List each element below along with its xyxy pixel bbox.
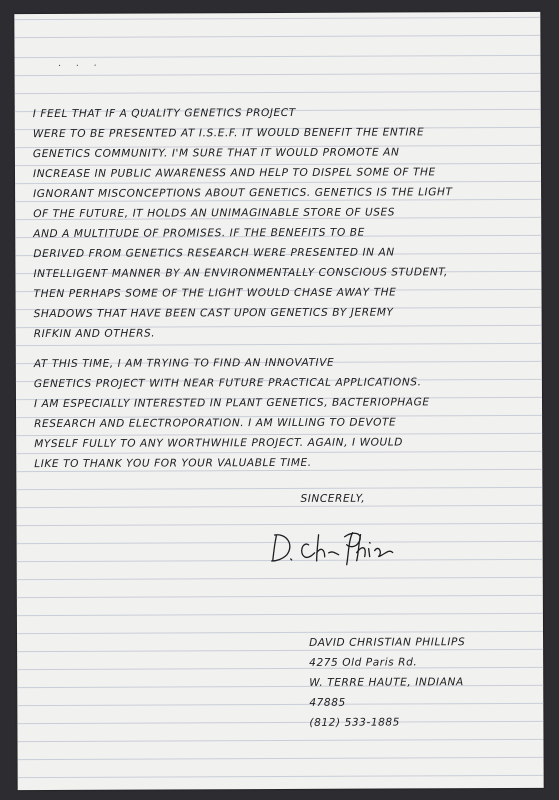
text-line: INTELLIGENT MANNER BY AN ENVIRONMENTALLY CONSCIOUS STUDENT,: [33, 266, 448, 281]
text-line: OF THE FUTURE, IT HOLDS AN UNIMAGINABLE STORE OF USES: [33, 206, 396, 221]
text-line: RIFKIN AND OTHERS.: [33, 327, 156, 341]
closing-salutation: SINCERELY,: [300, 492, 366, 505]
city-state: W. TERRE HAUTE, INDIANA: [309, 676, 464, 689]
zip-code: 47885: [309, 696, 346, 709]
text-line: I AM ESPECIALLY INTERESTED IN PLANT GENETICS, BACTERIOPHAGE: [33, 396, 430, 411]
text-line: INCREASE IN PUBLIC AWARENESS AND HELP TO DISPEL SOME OF THE: [32, 166, 436, 181]
paragraph-1: [33, 102, 514, 344]
text-line: DERIVED FROM GENETICS RESEARCH WERE PRESENTED IN AN: [33, 246, 395, 261]
text-line: AND A MULTITUDE OF PROMISES. IF THE BENEFITS TO BE: [33, 226, 365, 241]
text-line: GENETICS COMMUNITY. I'M SURE THAT IT WOULD PROMOTE AN: [32, 146, 400, 161]
handwritten-signature: [269, 522, 399, 567]
text-line: SHADOWS THAT HAVE BEEN CAST UPON GENETICS BY JEREMY: [33, 306, 394, 321]
text-line: THEN PERHAPS SOME OF THE LIGHT WOULD CHASE AWAY THE: [33, 286, 397, 301]
text-line: WERE TO BE PRESENTED AT I.S.E.F. IT WOULD BENEFIT THE ENTIRE: [32, 126, 425, 141]
corner-mark: . . .: [58, 58, 103, 69]
phone-number: (812) 533-1885: [309, 716, 400, 729]
text-line: MYSELF FULLY TO ANY WORTHWHILE PROJECT. AGAIN, I WOULD: [34, 436, 403, 451]
text-line: GENETICS PROJECT WITH NEAR FUTURE PRACTICAL APPLICATIONS.: [33, 376, 422, 391]
text-line: I FEEL THAT IF A QUALITY GENETICS PROJECT: [32, 106, 296, 121]
sender-address: [309, 632, 466, 733]
text-line: LIKE TO THANK YOU FOR YOUR VALUABLE TIME.: [34, 456, 312, 471]
text-line: RESEARCH AND ELECTROPORATION. I AM WILLING TO DEVOTE: [34, 416, 397, 431]
text-line: IGNORANT MISCONCEPTIONS ABOUT GENETICS. GENETICS IS THE LIGHT: [33, 186, 453, 201]
street-address: 4275 Old Paris Rd.: [309, 656, 418, 669]
text-line: AT THIS TIME, I AM TRYING TO FIND AN INNOVATIVE: [33, 356, 335, 371]
paragraph-2: [34, 352, 515, 474]
sender-name: DAVID CHRISTIAN PHILLIPS: [309, 636, 466, 649]
letter-page: [14, 12, 543, 790]
